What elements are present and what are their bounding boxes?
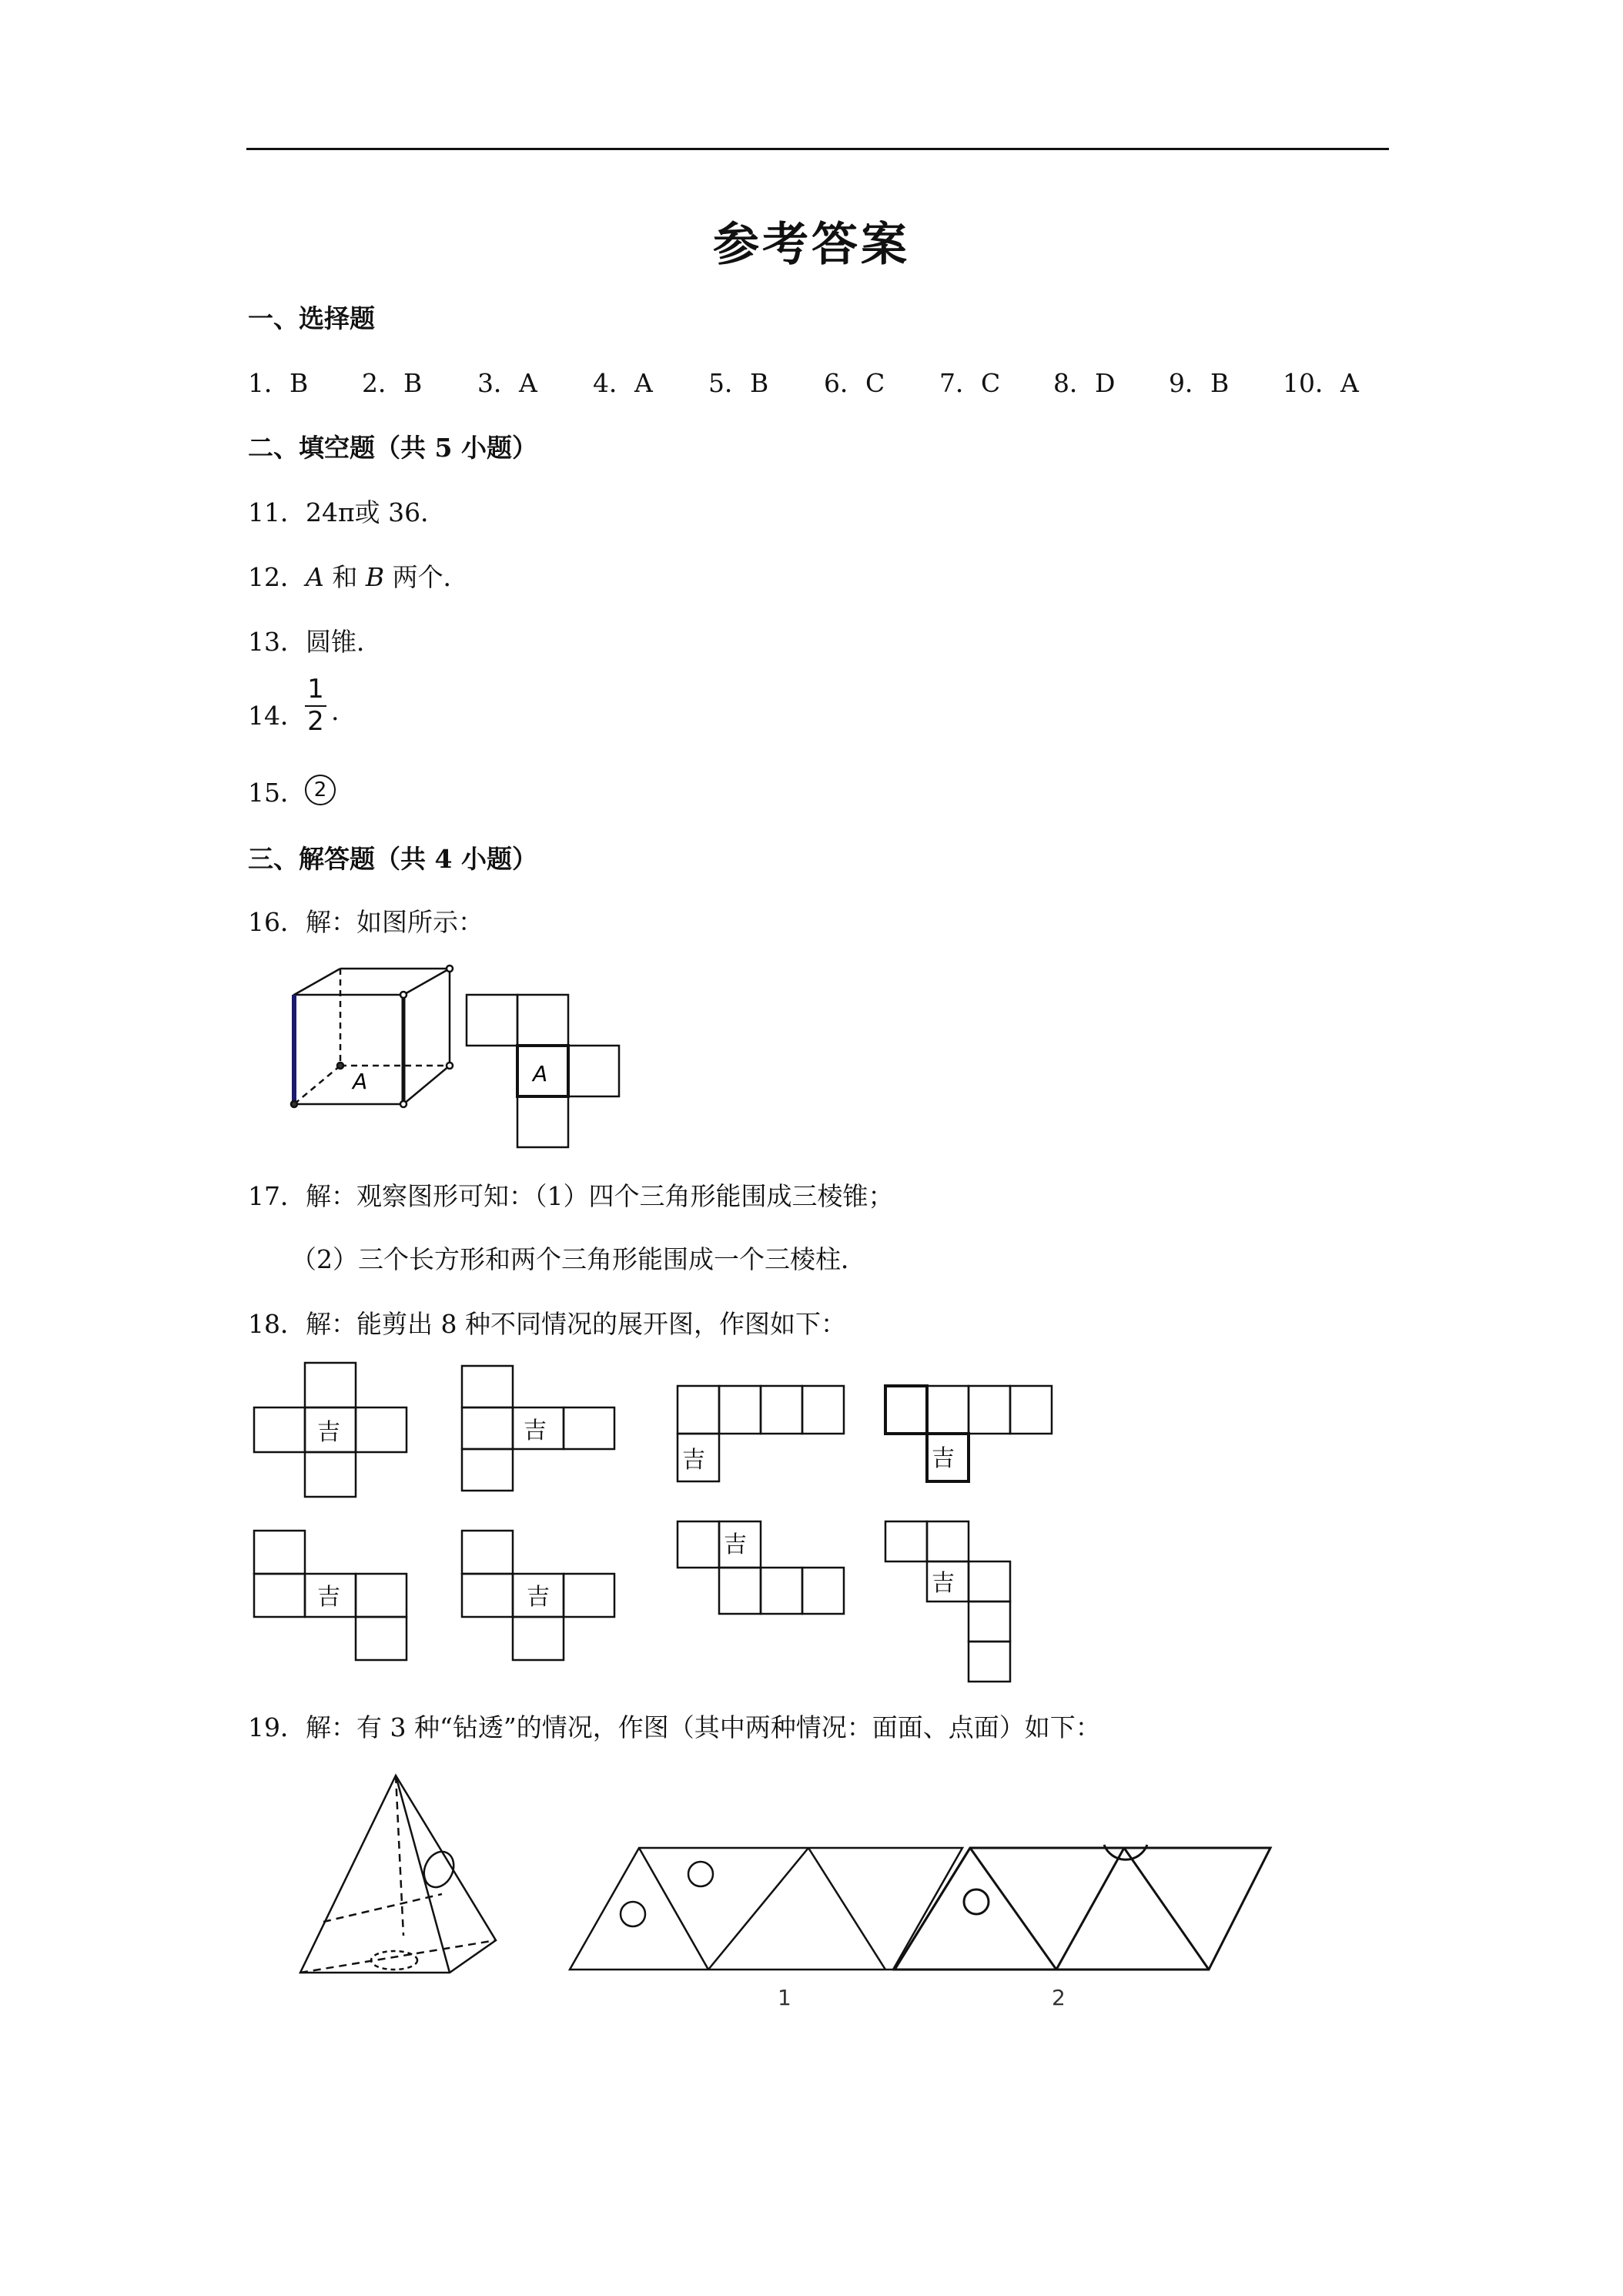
drill-hole	[621, 1902, 645, 1926]
header-rule	[246, 148, 1389, 150]
answer-18: 18．解：能剪出 8 种不同情况的展开图，作图如下：	[248, 1309, 846, 1339]
answer-17-line2: （2）三个长方形和两个三角形能围成一个三棱柱．	[291, 1244, 866, 1274]
prism-net-2	[895, 1845, 1270, 1970]
cube-face-label: A	[353, 1069, 368, 1094]
cube-hidden-edges	[294, 969, 450, 1104]
choice-answer: 5．B	[708, 368, 769, 398]
face-label: 吉	[317, 1419, 340, 1446]
face-label: 吉	[932, 1570, 955, 1597]
choice-answer: 7．C	[939, 368, 1001, 398]
net-3	[678, 1386, 844, 1481]
face-label: 吉	[524, 1417, 547, 1444]
answer-14-end: .	[331, 696, 340, 726]
net-1	[254, 1363, 407, 1497]
choice-answer: 9．B	[1169, 368, 1230, 398]
choice-answer: 10．A	[1283, 368, 1359, 398]
cube-front-face	[294, 995, 403, 1104]
net-2	[462, 1366, 614, 1491]
answer-16: 16．解：如图所示：	[248, 907, 484, 937]
cube-net-figure	[277, 955, 631, 1155]
answer-14: 14．	[248, 701, 306, 731]
net-6	[462, 1531, 614, 1660]
net-face-label: A	[533, 1061, 548, 1086]
answer-17-line1: 17．解：观察图形可知：（1）四个三角形能围成三棱锥；	[248, 1181, 894, 1211]
choice-answer: 8．D	[1053, 368, 1116, 398]
section2-heading: 二、填空题（共 5 小题）	[248, 433, 537, 463]
face-label: 吉	[527, 1584, 550, 1611]
drill-hole	[964, 1889, 989, 1914]
net-7	[678, 1521, 844, 1614]
drill-hole	[419, 1847, 460, 1893]
face-label: 吉	[682, 1447, 705, 1474]
net-4	[885, 1386, 1052, 1481]
answer-19: 19．解：有 3 种“钻透”的情况，作图（其中两种情况：面面、点面）如下：	[248, 1712, 1101, 1742]
fraction-denominator: 2	[307, 706, 324, 737]
net-8	[885, 1521, 1010, 1682]
circled-number: 2	[305, 775, 336, 805]
page-title: 参考答案	[713, 218, 910, 272]
net-5	[254, 1531, 407, 1660]
face-label: 吉	[932, 1445, 955, 1472]
section3-heading: 三、解答题（共 4 小题）	[248, 844, 537, 874]
choice-answer: 6．C	[824, 368, 885, 398]
choice-answer: 1．B	[248, 368, 309, 398]
fraction-numerator: 1	[307, 674, 324, 705]
answer-11: 11．24π或 36．	[248, 497, 447, 527]
figure-label-2: 2	[1052, 1985, 1066, 2010]
section1-heading: 一、选择题	[248, 303, 375, 333]
face-label: 吉	[724, 1531, 747, 1558]
triangular-prism	[300, 1776, 496, 1973]
figure-label-1: 1	[778, 1985, 791, 2010]
fraction-one-half	[302, 674, 330, 736]
choice-answers-row	[248, 363, 1387, 398]
answer-12: 12．A 和 B 两个．	[248, 562, 469, 592]
prism-net-1	[570, 1848, 962, 1970]
cube-nets-figure	[246, 1363, 1093, 1686]
face-label: 吉	[317, 1584, 340, 1611]
drill-hole	[688, 1862, 713, 1886]
prism-drilling-figure	[277, 1771, 1278, 2017]
answer-13: 13．圆锥．	[248, 627, 382, 657]
answer-15: 15．	[248, 778, 306, 808]
choice-answer: 2．B	[362, 368, 423, 398]
choice-answer: 4．A	[593, 368, 653, 398]
choice-answer: 3．A	[477, 368, 537, 398]
